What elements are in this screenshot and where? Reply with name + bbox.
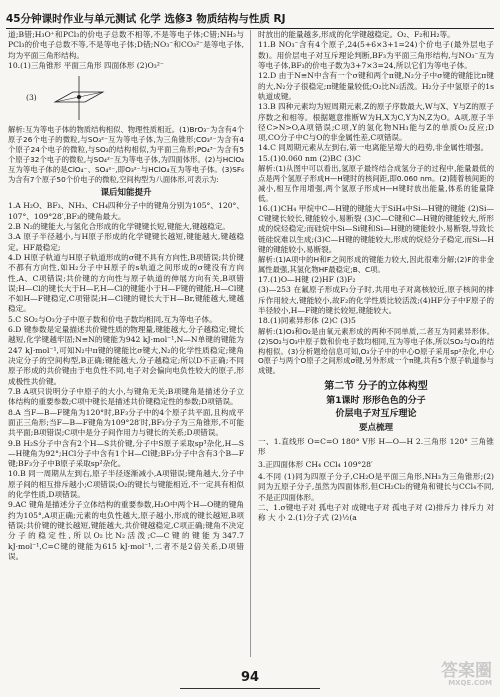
paragraph: 时放出的能量越多,形成的化学键越稳定。O₂、F₂和H₂等。 xyxy=(258,30,455,39)
key-point-2: 3.正四面体形 CH₄ CCl₄ 109°28′ xyxy=(258,459,373,469)
paragraph: 道;B错;H₃O⁺和PCl₃的价电子总数不相等,不是等电子体;C错;NH₃与PCl₃的价电子总数不等,不是等电子体;D错;NO₃⁻和CO₃²⁻是等电子体,均为平面三角形结构。 xyxy=(8,30,244,60)
analysis-text: 解析:(1)A项中的H和F之间形成的键能力较大,因此很难分解;(2)F的非金属性最强,其氢化物HF最稳定;B、C项。 xyxy=(258,255,494,275)
answer-15: 15.(1)0.060 nm (2)BC (3)C xyxy=(258,153,361,163)
analysis-text: 解析:(1)从图中可以看出,氢原子最终结合成氢分子的过程中,能量最低的点是两个氢原子形成H—H键时的核间距,即0.060 nm。(2)随着核间距的减小,相互作用增强,两个氢原子形成H—H键时放出能量,体系的能量降低。 xyxy=(258,164,494,203)
answer-16: 16.(1)CH₄ 甲烷中C—H键的键能大于SiH₄中Si—H键的键能 (2)Si—C键键长较长,键能较小,易断裂 (3)C—C键和C—H键的键能较大,所形成的烷烃稳定;而硅烷中Si—Si键和Si—H键的键能较小,易断裂,导致长链硅烷难以生成;(3)C—H键的键能较大,形成的烷烃分子稳定,而Si—H键的键能较小,易断裂。 xyxy=(258,203,494,254)
page-number: 94 xyxy=(240,670,260,686)
key-point-1: 一、1.直线形 O=C=O 180° V形 H—O—H 2.三角形 120° 三角锥形 xyxy=(258,436,494,457)
answer-14: 14.C 同周期元素从左到右,第一电离能呈增大的趋势,非金属性增强。 xyxy=(258,143,489,153)
answer-9ac: 9.AC 键角是描述分子立体结构的重要参数,H₂O中两个H—O键的键角约为105°,A项正确;元素的电负性越大,原子越小,形成的键长越短,B项错误;共价键的键长越短,键能越大,共价键越稳定,C项正确;键角不决定分子的稳定性,所以O₂比N₂活泼;C—C键的键能为347.7 kJ·mol⁻¹,C=C键的键能为615 kJ·mol⁻¹,二者不是2倍关系,D项错误。 xyxy=(8,500,244,561)
lesson-subheading: 价层电子对互斥理论 xyxy=(335,409,417,420)
answer-17: 17.(1)O—H键 (2)HF (3)F₂ xyxy=(258,275,356,285)
lesson-heading: 第1课时 形形色色的分子 xyxy=(326,395,426,406)
left-column xyxy=(8,30,244,657)
sf6-structure-diagram xyxy=(8,71,244,125)
watermark-url: MXQE.COM xyxy=(448,679,492,687)
page-header xyxy=(6,6,494,29)
key-point-3: 4.不同 (1)同为四原子分子,CH₂O是平面三角形,NH₃为三角锥形;(2)同为五原子分子,虽然为四面体形,但CH₂Cl₂的键角和键长与CCl₄不同,不是正四面体形。 xyxy=(258,471,494,502)
octahedron-diagram xyxy=(45,72,115,124)
right-column xyxy=(258,30,494,657)
diagram-label: (3) xyxy=(26,93,37,103)
answer-3: 3.A 原子半径越小,与H原子形成的化学键键长越短,键能越大,键越稳定。HF最稳定; xyxy=(8,232,244,252)
answer-11: 11.B NO₃⁻含有4个原子,24(5+6×3+1=24)个价电子(最外层电子数)。用价层电子对互斥理论判断,BF₃为平面三角形结构,与NO₃⁻互为等电子体,BF₃的价电子数为3+7×3=24,所以它们为等电子体。 xyxy=(258,40,494,70)
watermark-logo xyxy=(441,663,492,687)
page-number-rule xyxy=(180,688,320,689)
answer-10b: 10.B 同一周期从左到右,原子半径逐渐减小,A项错误;键角越大,分子中原子间的相互排斥越小;C项错误;O₂的键长与键能相近,不一定具有相似的化学性质,D项错误。 xyxy=(8,469,244,500)
answer-1: 1.A H₂O、BF₃、NH₃、CH₄四种分子中的键角分别为105°、120°、107°、109°28′,BF₃的键角最大。 xyxy=(8,201,244,221)
answer-6: 6.D 键参数是定量描述共价键性质的物理量,键能越大,分子越稳定;键长越短,化学键越牢固;N≡N的键能为942 kJ·mol⁻¹,N—N单键的键能为247 kJ·mol⁻¹,可知N₂中π键的键能比σ键大,N₂的化学性质稳定;键角决定分子的空间构型,B正确;键能越大,分子越稳定;所以D不正确;不同原子形成的共价键由于电负性不同,电子对会偏向电负性较大的原子,形成极性共价键。 xyxy=(8,325,244,386)
answer-13: 13.B 四种元素均为短周期元素,Z的原子序数最大,W与X、Y与Z的原子序数之和相等。根据题意推断W为H,X为C,Y为N,Z为O。A项,原子半径C>N>O,A项错误;C项,Y的氢化物NH₃能与Z的单质O₂反应;D项,CO分子中C与O的非金属性差,C项错误。 xyxy=(258,102,494,143)
key-point-4: 二、1.σ键电子对 孤电子对 成键电子对 孤电子对 (2)排斥力 排斥力 对称 大 小 2.(1)分子式 (2)½(a xyxy=(258,502,494,523)
analysis-text: 解析:互为等电子体的物质结构相似、物理性质相近。(1)BrO₃⁻为含有4个原子26个电子的微粒,与SO₃²⁻互为等电子体,为三角锥形;CO₃²⁻为含有4个原子24个电子的微粒,与SO₃的结构相似,为平面三角形;PO₄³⁻为含有5个原子32个电子的微粒,与SO₄²⁻互为等电子体,为四面体形。(2)与HClO₄互为等电子体的是ClO₄⁻、SO₄²⁻,即O₃²⁻与HClO₄互为等电子体。(3)SF₆为含有7个原子50个价电子的微粒,空间构型为八面体形,可表示为: xyxy=(8,125,244,184)
answer-9: 9.B H₂S分子中含有2个H—S共价键,分子中S原子采取sp³杂化,H—S—H键角为92°;HCl分子中含有1个H—Cl键;BF₃分子中含有3个B—F键;BF₃分子中B原子采取sp²杂化。 xyxy=(8,438,244,469)
answer-10: 10.(1)三角锥形 平面三角形 四面体形 (2)O₃²⁻ xyxy=(8,60,164,70)
answer-2: 2.B N₂的键能大,与氢化合形成的化学键键长短,键能大,键越稳定。 xyxy=(8,221,231,231)
watermark-text: 答案圈 xyxy=(441,661,492,681)
answer-7: 7.B A项只说明分子中原子的大小,与键角无关;B项键角是描述分子立体结构的重要参数;C项中键长是描述共价键稳定性的参数;D项错误。 xyxy=(8,386,244,407)
answer-8: 8.A 当F—B—F键角为120°时,BF₃分子中的4个原子共平面,且构成平面正三角形;当F—B—F键角为109°28′时,BF₃分子为三角锥形,不可能共平面;B项错误;C项中是分子间作用力与键长的关系;D项错误。 xyxy=(8,407,244,438)
analysis-text: 解析:(1)O₃和O₂是由氧元素形成的两种不同单质,二者互为同素异形体。(2)SO₂与O₃中原子数和价电子数均相同,互为等电子体,所以SO₂与O₃的结构相似。(3)分析题给信息可知,O₃分子中的中心O原子采用sp²杂化,中心O原子与两个O原子之间形成σ键,另外形成一个π键,共有5个原子轨道参与成键。 xyxy=(258,326,494,376)
answer-12: 12.D 由于N≡N中含有一个σ键和两个π键,N₂分子中σ键的键能比π键的大,N₂分子很稳定;π键能量较低;O₂比N₂活泼。H₂分子中氢原子的1s轨道成键。 xyxy=(258,71,494,101)
answer-4: 4.D H原子轨道与H原子轨道形成的σ键不具有方向性,B项错误;共价键不都有方向性,如H₂分子中H原子的s轨道之间形成的σ键没有方向性,A、C项错误;共价键的方向性与原子轨道的伸展方向有关,B项错误;H—Cl的键长大于H—F,H—Cl的键能小于H—F键的键能,H—Cl键不如H—F键稳定,C项错误;H—Cl键的键长大于H—Br,键能越大,键越稳定。 xyxy=(8,252,244,314)
key-points-heading: 要点梳理 xyxy=(358,423,393,434)
answer-18: 18.(1)同素异形体 (2)C (3)5 xyxy=(258,316,356,326)
header-title: 45分钟课时作业与单元测试 化学 选修3 物质结构与性质 RJ xyxy=(6,12,286,25)
answer-5: 5.C SO₂与O₃分子中原子数和价电子数均相同,互为等电子体。 xyxy=(8,314,217,324)
answer-17b: (3)—253 在氟原子形成F₂分子时,共用电子对离核较近,原子核间的排斥作用较大,键能较小,故F₂的化学性质比较活泼;(4)HF分子中F原子的半径较小,H—F键的键长较短,键能较大。 xyxy=(258,285,494,316)
section-heading: 第二节 分子的立体构型 xyxy=(324,381,428,393)
column-divider xyxy=(250,30,251,657)
section-title: 课后知能提升 xyxy=(100,187,152,198)
